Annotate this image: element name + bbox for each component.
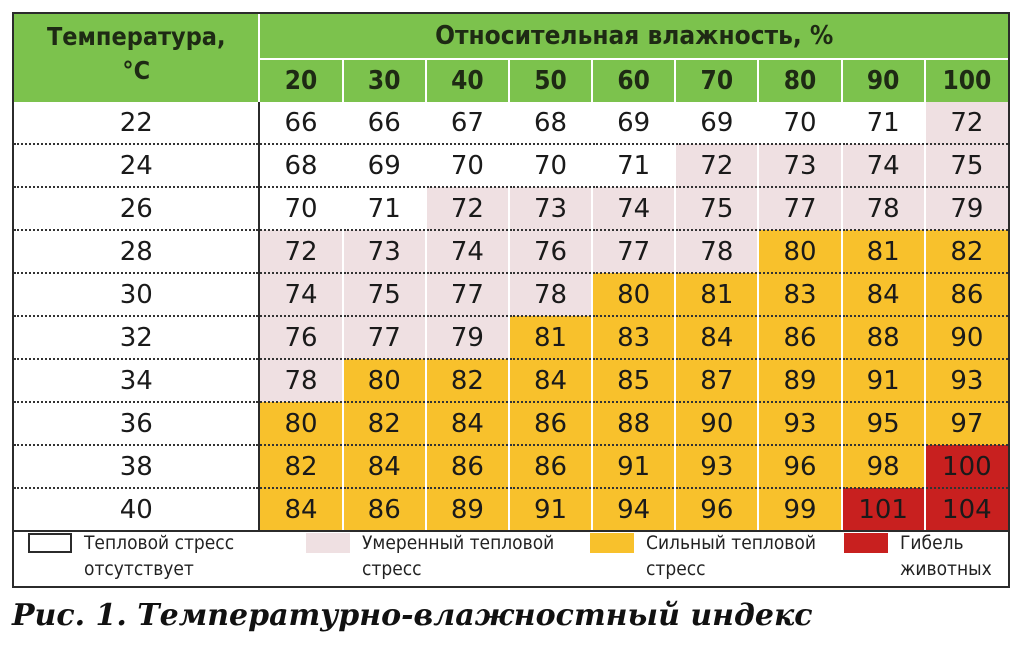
humidity-header-cell: 20: [259, 59, 342, 102]
humidity-header-cell: 90: [842, 59, 925, 102]
thi-value-cell: 84: [842, 273, 925, 316]
temperature-cell: 36: [14, 402, 259, 445]
temperature-cell: 32: [14, 316, 259, 359]
legend-label: отсутствует: [84, 558, 194, 580]
legend-label: стресс: [646, 558, 706, 580]
humidity-header-cell: 40: [426, 59, 509, 102]
thi-value-cell: 75: [675, 187, 758, 230]
thi-value-cell: 77: [343, 316, 426, 359]
thi-value-cell: 69: [343, 144, 426, 187]
thi-value-cell: 73: [343, 230, 426, 273]
thi-value-cell: 72: [426, 187, 509, 230]
thi-value-cell: 86: [343, 488, 426, 531]
thi-value-cell: 79: [426, 316, 509, 359]
thi-value-cell: 71: [842, 102, 925, 144]
thi-value-cell: 82: [426, 359, 509, 402]
temperature-cell: 24: [14, 144, 259, 187]
thi-value-cell: 66: [259, 102, 342, 144]
humidity-header-cell: 70: [675, 59, 758, 102]
thi-value-cell: 79: [925, 187, 1008, 230]
thi-value-cell: 96: [758, 445, 841, 488]
thi-value-cell: 83: [758, 273, 841, 316]
thi-value-cell: 90: [675, 402, 758, 445]
thi-value-cell: 81: [675, 273, 758, 316]
thi-value-cell: 71: [343, 187, 426, 230]
thi-value-cell: 80: [592, 273, 675, 316]
temperature-header-label: Температура,: [46, 22, 226, 51]
thi-value-cell: 75: [343, 273, 426, 316]
legend-label: животных: [900, 558, 992, 580]
thi-value-cell: 72: [925, 102, 1008, 144]
thi-value-cell: 88: [592, 402, 675, 445]
thi-value-cell: 83: [592, 316, 675, 359]
table-row: [14, 187, 1008, 230]
thi-value-cell: 68: [509, 102, 592, 144]
thi-value-cell: 75: [925, 144, 1008, 187]
thi-value-cell: 72: [675, 144, 758, 187]
thi-value-cell: 91: [842, 359, 925, 402]
figure-caption: Рис. 1. Температурно-влажностный индекс: [12, 598, 813, 633]
legend-swatch-moderate: [306, 533, 350, 553]
thi-value-cell: 86: [509, 445, 592, 488]
thi-value-cell: 78: [509, 273, 592, 316]
thi-value-cell: 74: [426, 230, 509, 273]
table-row: [14, 273, 1008, 316]
thi-value-cell: 89: [758, 359, 841, 402]
thi-value-cell: 70: [426, 144, 509, 187]
thi-value-cell: 96: [675, 488, 758, 531]
thi-value-cell: 73: [509, 187, 592, 230]
temperature-cell: 34: [14, 359, 259, 402]
temperature-header: [14, 14, 259, 102]
table-row: [14, 144, 1008, 187]
thi-value-cell: 88: [842, 316, 925, 359]
thi-value-cell: 93: [675, 445, 758, 488]
temperature-header-unit: °C: [122, 56, 151, 85]
thi-value-cell: 68: [259, 144, 342, 187]
temperature-cell: 28: [14, 230, 259, 273]
thi-value-cell: 76: [259, 316, 342, 359]
humidity-header: Относительная влажность, %: [259, 14, 1008, 59]
thi-value-cell: 80: [758, 230, 841, 273]
thi-value-cell: 86: [426, 445, 509, 488]
humidity-header-cell: 60: [592, 59, 675, 102]
thi-value-cell: 87: [675, 359, 758, 402]
temperature-cell: 40: [14, 488, 259, 531]
temperature-cell: 26: [14, 187, 259, 230]
thi-value-cell: 82: [925, 230, 1008, 273]
thi-value-cell: 73: [758, 144, 841, 187]
thi-value-cell: 93: [758, 402, 841, 445]
thi-value-cell: 97: [925, 402, 1008, 445]
thi-value-cell: 98: [842, 445, 925, 488]
thi-value-cell: 70: [758, 102, 841, 144]
thi-value-cell: 78: [259, 359, 342, 402]
thi-value-cell: 89: [426, 488, 509, 531]
thi-value-cell: 70: [259, 187, 342, 230]
thi-value-cell: 86: [758, 316, 841, 359]
thi-value-cell: 77: [426, 273, 509, 316]
thi-value-cell: 80: [343, 359, 426, 402]
thi-value-cell: 95: [842, 402, 925, 445]
thi-value-cell: 85: [592, 359, 675, 402]
thi-value-cell: 71: [592, 144, 675, 187]
thi-value-cell: 78: [842, 187, 925, 230]
table-row: [14, 230, 1008, 273]
thi-value-cell: 72: [259, 230, 342, 273]
thi-value-cell: 84: [509, 359, 592, 402]
legend-swatch-death: [844, 533, 888, 553]
thi-value-cell: 76: [509, 230, 592, 273]
thi-value-cell: 74: [259, 273, 342, 316]
thi-value-cell: 84: [343, 445, 426, 488]
thi-value-cell: 84: [675, 316, 758, 359]
thi-value-cell: 81: [509, 316, 592, 359]
legend-item-death: [844, 530, 992, 582]
thi-value-cell: 74: [842, 144, 925, 187]
humidity-header-cell: 30: [343, 59, 426, 102]
thi-value-cell: 84: [259, 488, 342, 531]
thi-value-cell: 81: [842, 230, 925, 273]
humidity-header-cell: 100: [925, 59, 1008, 102]
thi-value-cell: 86: [509, 402, 592, 445]
thi-value-cell: 69: [675, 102, 758, 144]
thi-value-cell: 69: [592, 102, 675, 144]
thi-value-cell: 78: [675, 230, 758, 273]
legend-label: Умеренный тепловой: [362, 532, 555, 554]
table-row: [14, 402, 1008, 445]
thi-value-cell: 90: [925, 316, 1008, 359]
legend-label: стресс: [362, 558, 422, 580]
legend-label: Сильный тепловой: [646, 532, 816, 554]
legend-item-strong: [590, 530, 816, 582]
thi-value-cell: 84: [426, 402, 509, 445]
legend-label: Тепловой стресс: [84, 532, 235, 554]
temperature-cell: 38: [14, 445, 259, 488]
thi-value-cell: 99: [758, 488, 841, 531]
thi-value-cell: 91: [509, 488, 592, 531]
table-row: [14, 445, 1008, 488]
thi-value-cell: 77: [758, 187, 841, 230]
temperature-cell: 22: [14, 102, 259, 144]
legend-swatch-strong: [590, 533, 634, 553]
thi-value-cell: 82: [343, 402, 426, 445]
thi-value-cell: 104: [925, 488, 1008, 531]
thi-value-cell: 101: [842, 488, 925, 531]
table-row: [14, 102, 1008, 144]
thi-value-cell: 80: [259, 402, 342, 445]
table-row: [14, 359, 1008, 402]
temperature-cell: 30: [14, 273, 259, 316]
thi-value-cell: 86: [925, 273, 1008, 316]
thi-value-cell: 100: [925, 445, 1008, 488]
thi-value-cell: 74: [592, 187, 675, 230]
thi-value-cell: 67: [426, 102, 509, 144]
legend-item-no-stress: [28, 530, 234, 582]
thi-value-cell: 93: [925, 359, 1008, 402]
thi-value-cell: 94: [592, 488, 675, 531]
thi-value-cell: 66: [343, 102, 426, 144]
humidity-header-cell: 50: [509, 59, 592, 102]
thi-value-cell: 82: [259, 445, 342, 488]
legend: [14, 516, 1008, 586]
table-row: [14, 316, 1008, 359]
humidity-header-cell: 80: [758, 59, 841, 102]
thi-table: [14, 14, 1008, 532]
thi-table-body: [14, 102, 1008, 531]
legend-swatch-no-stress: [28, 533, 72, 553]
thi-value-cell: 77: [592, 230, 675, 273]
legend-item-moderate: [306, 530, 554, 582]
legend-label: Гибель: [900, 532, 964, 554]
thi-value-cell: 70: [509, 144, 592, 187]
thi-value-cell: 91: [592, 445, 675, 488]
